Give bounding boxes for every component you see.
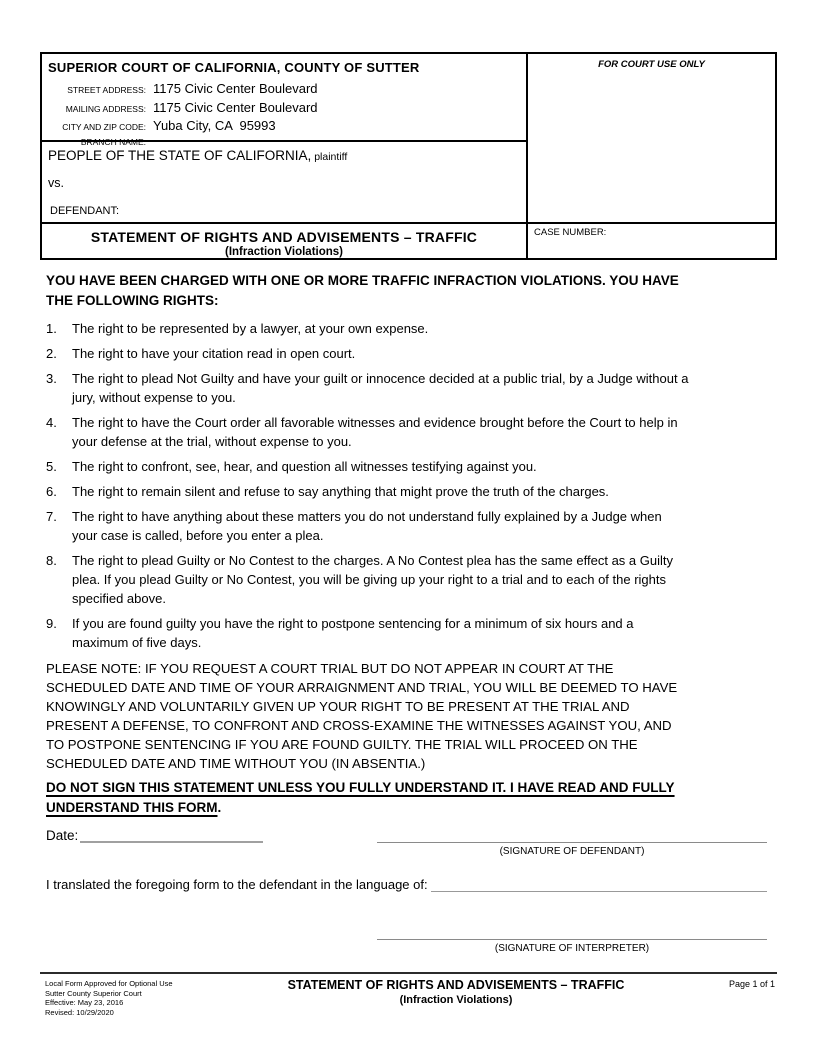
mailing-address-row <box>48 100 520 115</box>
interpreter-signature-field[interactable] <box>377 924 767 940</box>
text-line: Sutter County Superior Court <box>45 988 142 998</box>
plaintiff-line <box>48 148 520 163</box>
street-address-value: 1175 Civic Center Boulevard <box>153 81 318 96</box>
footer-title-block <box>225 977 687 1017</box>
vs-text: vs. <box>48 176 64 190</box>
right-text <box>72 319 767 338</box>
right-item-8 <box>46 551 767 608</box>
text-line: The right to have the Court order all favorable witnesses and evidence brought before the Court to help in <box>72 415 678 430</box>
text-line: KNOWINGLY AND VOLUNTARILY GIVEN UP YOUR RIGHT TO BE PRESENT AT THE TRIAL AND <box>46 699 630 714</box>
right-text <box>72 413 767 451</box>
case-number-field[interactable] <box>528 224 775 258</box>
court-use-box <box>528 54 775 224</box>
right-text <box>72 344 767 363</box>
text-line: PRESENT A DEFENSE, TO CONFRONT AND CROSS-EXAMINE THE WITNESSES AGAINST YOU, AND <box>46 718 672 733</box>
right-text <box>72 551 767 608</box>
street-address-row <box>48 81 520 96</box>
right-item-7 <box>46 507 767 545</box>
text-line: The right to have your citation read in open court. <box>72 346 356 361</box>
street-address-label: STREET ADDRESS: <box>67 85 146 95</box>
text-line: Revised: 10/29/2020 <box>45 1007 114 1017</box>
form-body <box>40 271 777 954</box>
do-not-sign-period: . <box>217 800 222 815</box>
date-signature-row <box>46 823 767 843</box>
text-line: SCHEDULED DATE AND TIME OF YOUR ARRAIGNMENT AND TRIAL, YOU WILL BE DEEMED TO HAVE <box>46 680 678 695</box>
right-item-9 <box>46 614 767 652</box>
do-not-sign-statement <box>46 778 767 818</box>
text-line: your case is called, before you enter a plea. <box>72 528 324 543</box>
defendant-label: DEFENDANT: <box>50 205 120 217</box>
city-zip-value: Yuba City, CA 95993 <box>153 118 276 133</box>
language-field[interactable] <box>431 876 767 892</box>
right-item-1 <box>46 319 767 338</box>
text-line: Local Form Approved for Optional Use <box>45 979 173 988</box>
text-line: your defense at the trial, without expense to you. <box>72 434 352 449</box>
right-number: 6. <box>46 484 57 499</box>
right-number: 3. <box>46 371 57 386</box>
please-note-paragraph <box>46 659 767 773</box>
charged-heading <box>46 271 767 310</box>
form-footer <box>40 972 777 1017</box>
branch-name-label: BRANCH NAME: <box>80 136 146 147</box>
plaintiff-suffix: plaintiff <box>311 151 348 163</box>
page-number: Page 1 of 1 <box>728 979 775 989</box>
right-text <box>72 482 767 501</box>
do-not-sign-text: DO NOT SIGN THIS STATEMENT UNLESS YOU FULLY UNDERSTAND IT. I HAVE READ AND FULLY <box>46 780 675 795</box>
right-text <box>72 457 767 476</box>
right-item-6 <box>46 482 767 501</box>
text-line: The right to plead Guilty or No Contest to the charges. A No Contest plea has the same effect as a Guilty <box>72 553 673 568</box>
right-number: 4. <box>46 415 57 430</box>
form-title: STATEMENT OF RIGHTS AND ADVISEMENTS – TRAFFIC <box>90 229 478 245</box>
mailing-address-label: MAILING ADDRESS: <box>65 103 146 114</box>
defendant-signature-field[interactable] <box>377 827 767 843</box>
rights-list <box>46 319 767 652</box>
right-text <box>72 369 767 407</box>
text-line: If you are found guilty you have the right to postpone sentencing for a minimum of six hours and a <box>72 616 634 631</box>
court-info-section <box>42 54 528 147</box>
right-item-5 <box>46 457 767 476</box>
plaintiff-text: PEOPLE OF THE STATE OF CALIFORNIA, <box>48 148 312 163</box>
text-line: The right to plead Not Guilty and have your guilt or innocence decided at a public trial, by a Judge without a <box>72 371 689 386</box>
court-name: SUPERIOR COURT OF CALIFORNIA, COUNTY OF SUTTER <box>48 60 420 75</box>
right-item-4 <box>46 413 767 451</box>
defendant-signature-caption-row <box>46 843 767 857</box>
do-not-sign-line-1 <box>46 778 767 798</box>
interpreter-signature-caption: (SIGNATURE OF INTERPRETER) <box>494 943 650 954</box>
interpreter-signature-caption-row <box>46 940 767 954</box>
do-not-sign-text: UNDERSTAND THIS FORM <box>46 800 218 815</box>
court-use-label: FOR COURT USE ONLY <box>598 59 705 70</box>
text-line: THE FOLLOWING RIGHTS: <box>46 292 219 308</box>
city-zip-label: CITY AND ZIP CODE: <box>62 122 146 132</box>
footer-form-subtitle: (Infraction Violations) <box>399 994 513 1006</box>
text-line: The right to confront, see, hear, and question all witnesses testifying against you. <box>72 459 537 474</box>
right-text <box>72 507 767 545</box>
text-line: plea. If you plead Guilty or No Contest, you will be giving up your right to a trial and to each of the rights <box>72 572 666 587</box>
text-line: The right to remain silent and refuse to say anything that might prove the truth of the charges. <box>72 484 609 499</box>
do-not-sign-line-2 <box>46 798 767 818</box>
form-content <box>40 52 777 954</box>
case-number-label: CASE NUMBER: <box>534 227 607 238</box>
right-number: 2. <box>46 346 57 361</box>
form-header-box <box>40 52 777 260</box>
translated-row <box>46 872 767 892</box>
form-title-section <box>42 224 528 258</box>
footer-form-title: STATEMENT OF RIGHTS AND ADVISEMENTS – TRAFFIC <box>287 978 625 992</box>
text-line: The right to be represented by a lawyer, at your own expense. <box>72 321 429 336</box>
right-number: 9. <box>46 616 57 631</box>
right-number: 5. <box>46 459 57 474</box>
text-line: SCHEDULED DATE AND TIME WITHOUT YOU (IN ABSENTIA.) <box>46 756 426 771</box>
form-subtitle: (Infraction Violations) <box>225 246 343 258</box>
right-item-2 <box>46 344 767 363</box>
text-line: maximum of five days. <box>72 635 202 650</box>
text-line: TO POSTPONE SENTENCING IF YOU ARE FOUND GUILTY. THE TRIAL WILL PROCEED ON THE <box>46 737 638 752</box>
translated-text: I translated the foregoing form to the defendant in the language of: <box>46 877 428 892</box>
defendant-signature-caption: (SIGNATURE OF DEFENDANT) <box>499 846 645 857</box>
text-line: jury, without expense to you. <box>72 390 236 405</box>
right-number: 8. <box>46 553 57 568</box>
text-line: PLEASE NOTE: IF YOU REQUEST A COURT TRIAL BUT DO NOT APPEAR IN COURT AT THE <box>46 661 614 676</box>
footer-approval-text <box>40 977 225 1017</box>
date-label: Date: <box>46 828 79 843</box>
party-section <box>42 142 528 224</box>
text-line: YOU HAVE BEEN CHARGED WITH ONE OR MORE TRAFFIC INFRACTION VIOLATIONS. YOU HAVE <box>46 273 679 288</box>
right-item-3 <box>46 369 767 407</box>
text-line: specified above. <box>72 591 166 606</box>
interpreter-signature-row <box>46 924 767 940</box>
right-text <box>72 614 767 652</box>
right-number: 7. <box>46 509 57 524</box>
text-line: Effective: May 23, 2016 <box>45 998 124 1007</box>
mailing-address-value: 1175 Civic Center Boulevard <box>153 99 318 115</box>
date-field[interactable] <box>80 827 263 843</box>
text-line: The right to have anything about these matters you do not understand fully explained by a Judge when <box>72 509 662 524</box>
city-zip-row <box>48 118 520 133</box>
right-number: 1. <box>46 321 57 336</box>
